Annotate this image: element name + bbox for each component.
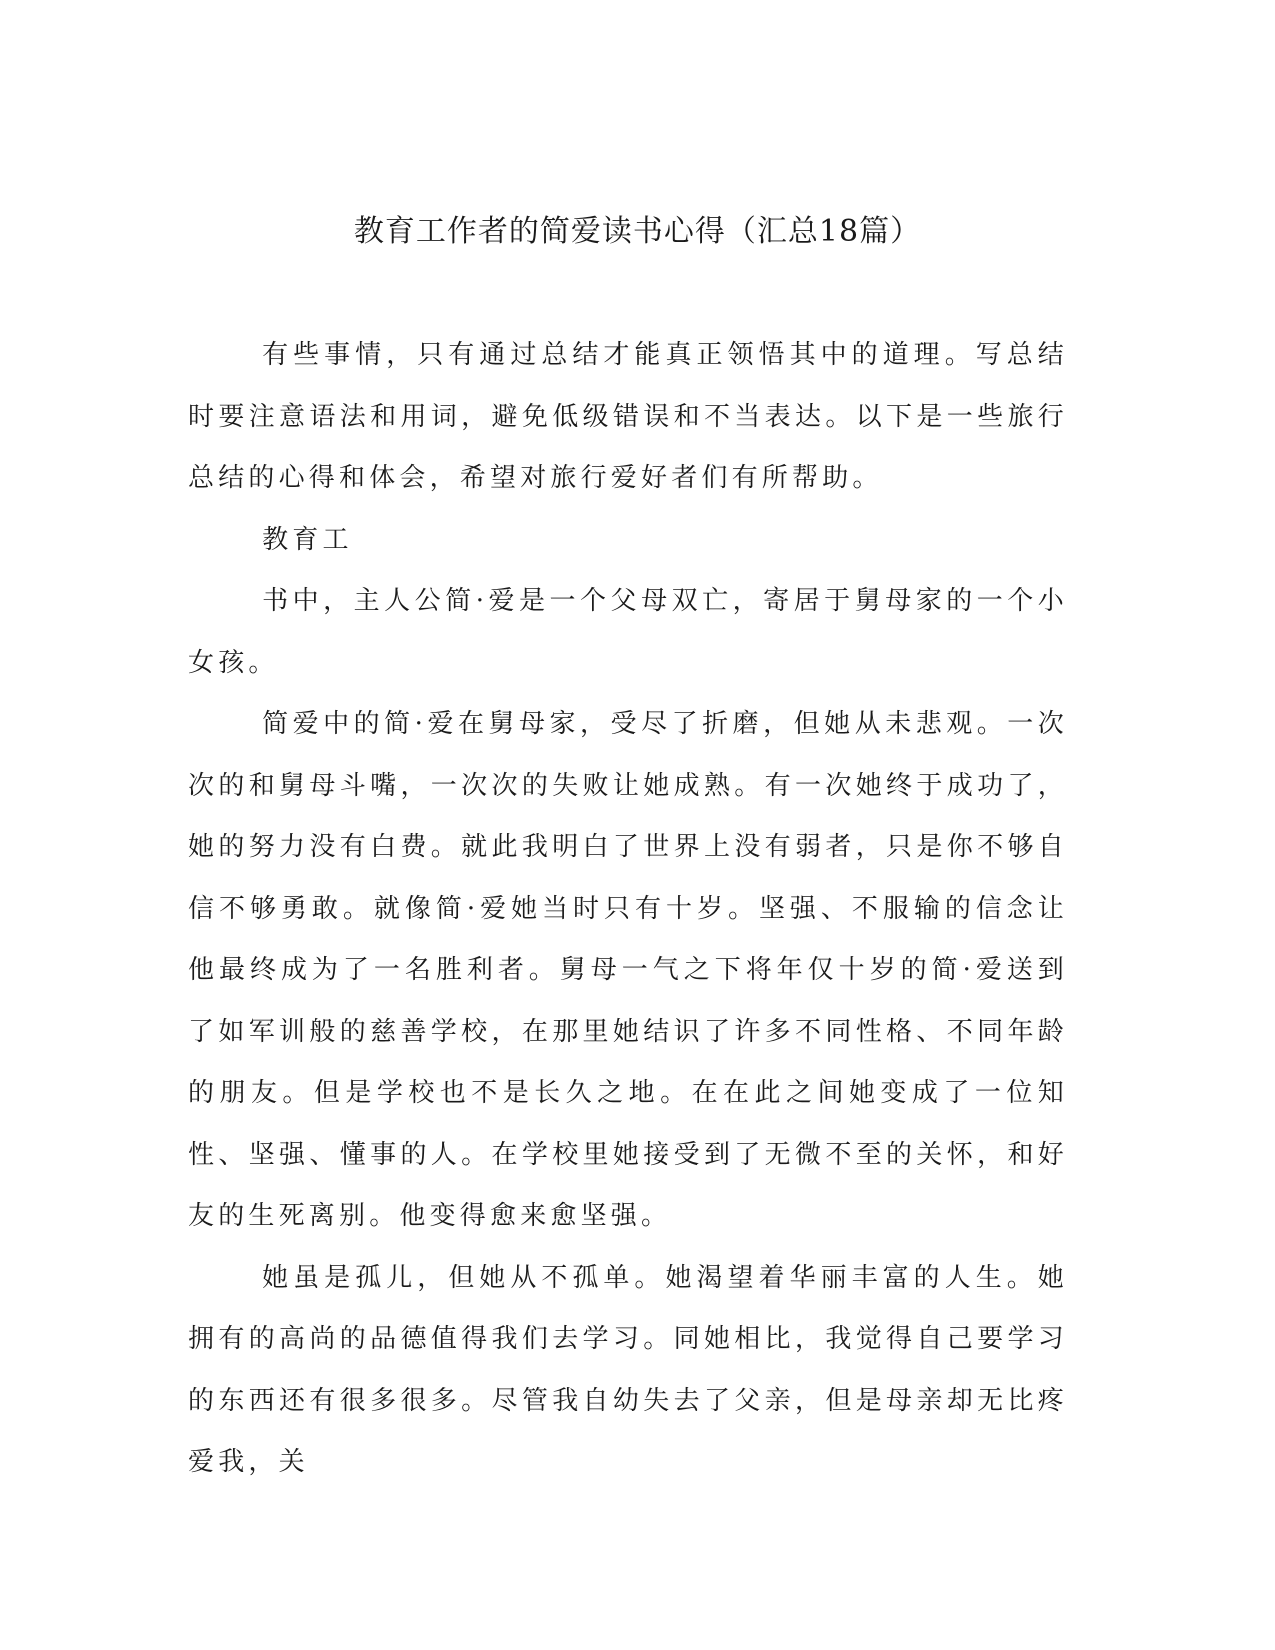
document-body	[188, 325, 1068, 1494]
paragraph-protagonist: 书中，主人公简·爱是一个父母双亡，寄居于舅母家的一个小女孩。	[188, 586, 1068, 678]
document-title: 教育工作者的简爱读书心得（汇总18篇）	[353, 214, 922, 249]
paragraph-story: 简爱中的简·爱在舅母家，受尽了折磨，但她从未悲观。一次次的和舅母斗嘴，一次次的失败让她成熟。有一次她终于成功了，她的努力没有白费。就此我明白了世界上没有弱者，只是你不够自信不够勇敢。就像简·爱她当时只有十岁。坚强、不服输的信念让他最终成为了一名胜利者。舅母一气之下将年仅十岁的简·爱送到了如军训般的慈善学校，在那里她结识了许多不同性格、不同年龄的朋友。但是学校也不是长久之地。在在此之间她变成了一位知性、坚强、懂事的人。在学校里她接受到了无微不至的关怀，和好友的生死离别。他变得愈来愈坚强。	[188, 709, 1068, 1231]
paragraph-heading-fragment: 教育工	[262, 524, 353, 555]
paragraph-intro: 有些事情，只有通过总结才能真正领悟其中的道理。写总结时要注意语法和用词，避免低级错误和不当表达。以下是一些旅行总结的心得和体会，希望对旅行爱好者们有所帮助。	[188, 340, 1068, 493]
paragraph-reflection: 她虽是孤儿，但她从不孤单。她渴望着华丽丰富的人生。她拥有的高尚的品德值得我们去学习。同她相比，我觉得自己要学习的东西还有很多很多。尽管我自幼失去了父亲，但是母亲却无比疼爱我，关	[188, 1262, 1068, 1477]
